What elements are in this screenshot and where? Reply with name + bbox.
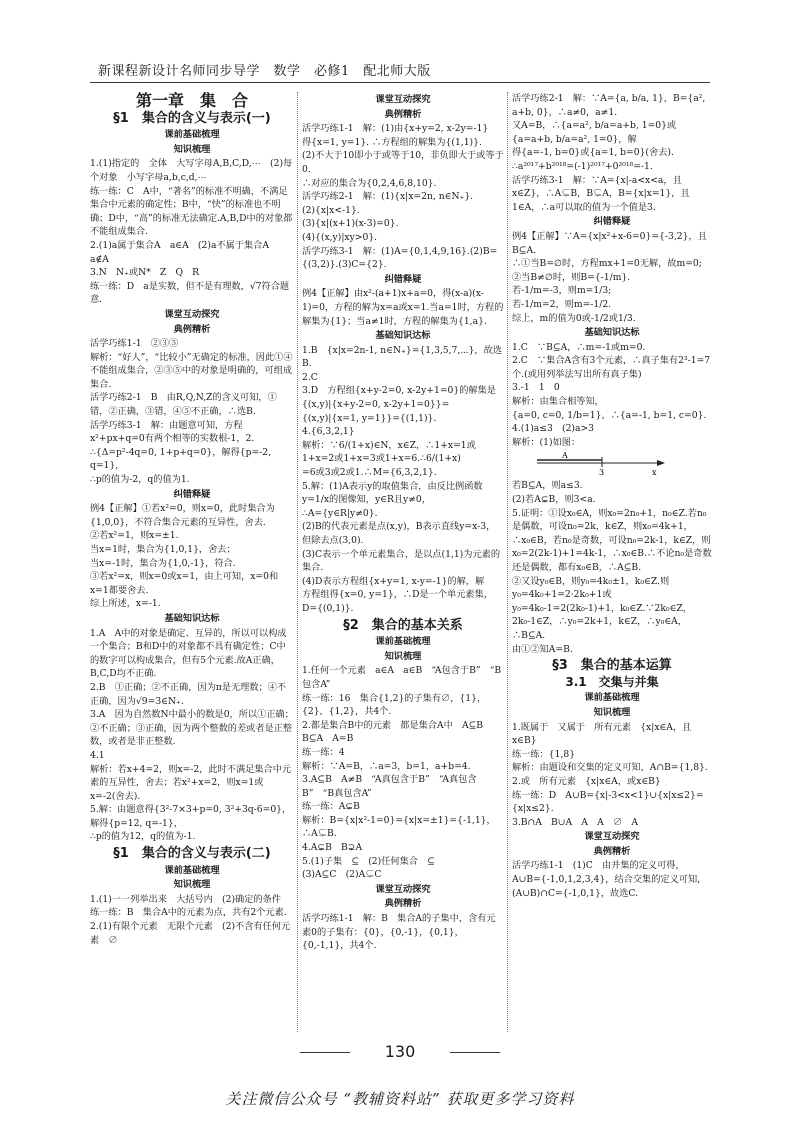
page-header: 新课程新设计名师同步导学 数学 必修1 配北师大版 — [98, 64, 431, 79]
page-number-rule — [450, 1052, 500, 1053]
subheading: 纠错释疑 — [593, 216, 631, 228]
subheading: 课堂互动探究 — [584, 831, 640, 843]
paragraph: 例4【正解】①若x²=0，则x=0，此时集合为{1,0,0}，不符合集合元素的互异性，舍去. — [90, 503, 275, 528]
paragraph: 活学巧练3-1 解：∵A={x|-a<x<a，且x∈Z}，∴A⊊B，B⊊A，B={x|x=1}，且1∈A，∴a可以取的值为一个值是3. — [512, 174, 690, 213]
paragraph: 当x=-1时，集合为{1,0,-1}，符合. — [90, 557, 236, 569]
subheading: 典例精析 — [384, 108, 422, 120]
paragraph: 2.C ∵集合A含有3个元素，∴真子集有2³-1=7个.(或用列举法写出所有真子集) — [512, 355, 711, 380]
subheading: 基础知识达标 — [375, 330, 431, 342]
paragraph: 4.A⊊B B⊋A — [302, 842, 363, 854]
paragraph: ②若x²=1，则x=±1. — [90, 530, 179, 542]
paragraph: 1.C ∵B⊆A，∴m=-1或m=0. — [512, 341, 646, 353]
paragraph: 解析：由集合相等知， — [512, 396, 604, 408]
paragraph: 3.B∩A B∪A A A ∅ A — [512, 816, 638, 828]
subheading: 基础知识达标 — [164, 612, 220, 624]
paragraph: =6或3或2或1.∴M={6,3,2,1}. — [302, 467, 437, 479]
paragraph: ∴①当B=∅时，方程mx+1=0无解，故m=0; — [512, 258, 702, 270]
paragraph: 4.1 — [90, 749, 105, 761]
subsection-title: 3.1 交集与并集 — [565, 674, 659, 689]
paragraph: 解得{p=12, q=-1}， — [90, 817, 183, 829]
paragraph: 2.B ①正确；②不正确，因为π是无理数；④不正确，因为√9=3∈N₊. — [90, 681, 287, 707]
column-1 — [90, 92, 294, 947]
paragraph: 活学巧练1-1 解：(1)由{x+y=2, x-2y=-1} — [302, 123, 489, 135]
subheading: 典例精析 — [173, 323, 211, 335]
paragraph: 练一练：16 集合{1,2}的子集有∅，{1}，{2}，{1,2}，共4个. — [302, 692, 487, 718]
subheading: 纠错释疑 — [173, 488, 211, 500]
subheading: 知识梳理 — [173, 143, 211, 155]
paragraph: ③若x²=x，则x=0或x=1，由上可知，x=0和x=1都要舍去. — [90, 571, 279, 596]
paragraph: 2.C — [302, 371, 318, 383]
header-rule — [90, 82, 710, 83]
set-a-label: A — [562, 451, 568, 461]
paragraph: 练一练：C A中，“著名”的标准不明确，不满足集合中元素的确定性；B中，“快”的标准也不明确；D中，“高”的标准无法确定.A,B,D中的对象都不能组成集合. — [90, 185, 293, 238]
paragraph: (3){x|(x+1)(x-3)=0}. — [302, 218, 399, 230]
paragraph: 活学巧练1-1 ②③⑤ — [90, 338, 179, 350]
paragraph: 又A=B，∴{a=a², b/a=a+b, 1=0}或{a=a+b, b/a=a², 1=0}，解 — [512, 120, 677, 145]
paragraph: (3)C表示一个单元素集合，是以点(1,1)为元素的集合. — [302, 548, 501, 574]
subheading: 课前基础梳理 — [164, 129, 220, 141]
section-title: §1 集合的含义与表示(二) — [113, 846, 271, 862]
paragraph: 5.解：(1)A表示y的取值集合，由反比例函数y=1/x的图像知，y∈R且y≠0， — [302, 480, 483, 506]
paragraph: 解析：∵6/(1+x)∈N，x∈Z，∴1+x=1或 — [302, 439, 476, 451]
paragraph: 3.D 方程组{x+y-2=0, x-2y+1=0}的解集是 — [302, 385, 496, 397]
paragraph: ∴a²⁰¹⁷+b²⁰¹⁸=(-1)²⁰¹⁷+0²⁰¹⁸=-1. — [512, 160, 653, 172]
paragraph: 综上所述，x=-1. — [90, 598, 161, 610]
paragraph: 2.或 所有元素 {x|x∈A，或x∈B} — [512, 775, 661, 787]
paragraph: ∴A={y∈R|y≠0}. — [302, 507, 378, 519]
subheading: 课前基础梳理 — [584, 692, 640, 704]
paragraph: 方程组得{x=0, y=1}，∴D是一个单元素集，D={(0,1)}. — [302, 589, 493, 614]
paragraph: 得{x=1, y=1}. ∴方程组的解集为{(1,1)}. — [302, 136, 482, 148]
paragraph: ②又设y₀∈B，则y₀=4k₀±1，k₀∈Z.则y₀=4k₀+1=2·2k₀+1或y₀=4k₀-1=2(2k₀-1)+1，k₀∈Z.∵2k₀∈Z，2k₀-1∈Z，∴y₀=2k+1，k∈Z，∴y₀∈A，∴B⊆A. — [512, 575, 692, 641]
paragraph: (2)B的代表元素是点(x,y)，B表示直线y=x-3，但除去点(3,0). — [302, 521, 496, 546]
paragraph: 4.(1)a≤3 (2)a>3 — [512, 423, 595, 435]
section-title: §1 集合的含义与表示(一) — [113, 110, 271, 126]
subheading: 课堂互动探究 — [164, 308, 220, 320]
paragraph: 1.既属于 又属于 所有元素 {x|x∈A，且x∈B} — [512, 721, 692, 747]
paragraph: 1.任何一个元素 a∈A a∈B “A包含于B” “B包含A” — [302, 665, 502, 690]
paragraph: 3.N N₊或N* Z Q R — [90, 267, 200, 279]
subheading: 知识梳理 — [593, 706, 631, 718]
paragraph: 活学巧练2-1 解：(1){x|x=2n, n∈N₊}. — [302, 191, 474, 203]
paragraph: 3.-1 1 0 — [512, 382, 560, 394]
paragraph: (2){x|x<-1}. — [302, 204, 360, 216]
subheading: 课堂互动探究 — [375, 94, 431, 105]
section-title: §2 集合的基本关系 — [343, 617, 463, 633]
page-number: 130 — [384, 1042, 416, 1061]
subheading: 课前基础梳理 — [375, 636, 431, 648]
paragraph: (2)不大于10即小于或等于10，非负即大于或等于0. — [302, 150, 504, 175]
subheading: 典例精析 — [384, 898, 422, 910]
chapter-title: 第一章 集 合 — [135, 91, 248, 110]
paragraph: 1.A A中的对象是确定、互异的，所以可以构成一个集合；B和D中的对象都不具有确定性；C中的数字可以构成集合，但有5个元素.故A正确，B,C,D均不正确. — [90, 627, 287, 680]
paragraph: 5.(1)子集 ⊆ (2)任何集合 ⊆ — [302, 855, 435, 867]
paragraph: 解析：“好人”，“比较小”无确定的标准，因此①④不能组成集合，②③⑤中的对象是明确的，可组成集合. — [90, 351, 293, 390]
subheading: 纠错释疑 — [384, 273, 422, 285]
section-title: §3 集合的基本运算 — [552, 658, 672, 674]
subheading: 课前基础梳理 — [164, 864, 220, 876]
paragraph: 活学巧练1-1 (1)C 由并集的定义可得，A∪B={-1,0,1,2,3,4}，结合交集的定义可知，(A∪B)∩C={-1,0,1}，故选C. — [512, 860, 707, 899]
paragraph: {a=0, c=0, 1/b=1}，∴{a=-1, b=1, c=0}. — [512, 409, 707, 421]
paragraph: ∴对应的集合为{0,2,4,6,8,10}. — [302, 177, 437, 189]
paragraph: {(x,y)|{x=1, y=1}}={(1,1)}. — [302, 412, 437, 424]
paragraph: 活学巧练1-1 解：B 集合A的子集中，含有元素0的子集有：{0}，{0,-1}，{0,1}，{0,-1,1}，共4个. — [302, 913, 496, 952]
subheading: 知识梳理 — [384, 650, 422, 662]
paragraph: ∴p的值为12，q的值为-1. — [90, 831, 196, 843]
paragraph: ∴{Δ=p²-4q=0, 1+p+q=0}，解得{p=-2, q=1}， — [90, 446, 272, 472]
column-3 — [512, 92, 712, 900]
paragraph: 3.A⊆B A≠B “A真包含于B” “A真包含B” “B真包含A” — [302, 774, 477, 799]
paragraph: 2.都是集合B中的元素 都是集合A中 A⊆B B⊆A A=B — [302, 719, 493, 745]
paragraph: (4)D表示方程组{x+y=1, x-y=-1}的解，解 — [302, 575, 485, 587]
paragraph: 活学巧练3-1 解：(1)A={0,1,4,9,16}.(2)B={(3,2)}.(3)C={2}. — [302, 245, 498, 271]
paragraph: 活学巧练2-1 解：∵A={a, b/a, 1}，B={a², a+b, 0}，∴a≠0，a≠1. — [512, 93, 706, 118]
paragraph: 2.(1)a属于集合A a∈A (2)a不属于集合A a∉A — [90, 239, 279, 265]
paragraph: (4){(x,y)|xy>0}. — [302, 231, 378, 243]
paragraph: 2.(1)有限个元素 无限个元素 (2)不含有任何元素 ∅ — [90, 921, 291, 946]
subheading: 知识梳理 — [173, 879, 211, 891]
paragraph: 例4【正解】∵A={x|x²+x-6=0}={-3,2}，且B⊆A. — [512, 230, 707, 256]
paragraph: 综上，m的值为0或-1/2或1/3. — [512, 312, 636, 324]
paragraph: 解析：若x+4=2，则x=-2，此时不满足集合中元素的互异性，舍去；若x²+x=2，则x=1或x=-2(舍去). — [90, 763, 292, 802]
paragraph: 1.(1)指定的 全体 大写字母A,B,C,D,⋯ (2)每个对象 小写字母a,b,c,d,⋯ — [90, 158, 293, 183]
paragraph: ∴p的值为-2，q的值为1. — [90, 474, 190, 486]
paragraph: 练一练：D a是实数，但不是有理数，√7符合题意. — [90, 280, 290, 306]
paragraph: 1.(1)一一列举出来 大括号内 (2)确定的条件 — [90, 893, 281, 905]
paragraph: 解析：B={x|x²-1=0}={x|x=±1}={-1,1}，∴A⊊B. — [302, 814, 496, 840]
paragraph: 得{a=-1, b=0}或{a=1, b=0}(舍去). — [512, 147, 674, 159]
paragraph: 当x=1时，集合为{1,0,1}，舍去； — [90, 544, 236, 555]
paragraph: 活学巧练3-1 解：由题意可知，方程x²+px+q=0有两个相等的实数根-1，2. — [90, 419, 255, 445]
paragraph: 练一练：A⊊B — [302, 801, 360, 813]
paragraph: 若-1/m=2，则m=-1/2. — [512, 298, 612, 310]
column-divider — [507, 92, 508, 1032]
paragraph: 解析：∵A=B，∴a=3，b=1，a+b=4. — [302, 760, 471, 772]
paragraph: 练一练：{1,8} — [512, 748, 576, 760]
paragraph: 由①②知A=B. — [512, 643, 573, 655]
paragraph: 3.A 因为自然数N中最小的数是0，所以①正确；②不正确；③正确，因为两个整数的差或者是正整数，或者是非正整数. — [90, 709, 294, 748]
arrow-icon — [657, 460, 665, 466]
paragraph: 活学巧练2-1 B 由R,Q,N,Z的含义可知，①错，②正确，③错，④⑤不正确，∴选B. — [90, 392, 277, 418]
paragraph: 例4【正解】由x²-(a+1)x+a=0，得(x-a)(x-1)=0，方程的解为x=a或x=1.当a=1时，方程的解集为{1}；当a≠1时，方程的解集为{1,a}. — [302, 288, 504, 327]
paragraph: (3)A⊆C (2)A⊊C — [302, 869, 382, 881]
column-2 — [302, 92, 504, 953]
paragraph: 若B⊆A，则a≤3. — [512, 480, 583, 492]
paragraph: 4.{6,3,2,1} — [302, 426, 355, 438]
paragraph: 解析：由题设和交集的定义可知，A∩B={1,8}. — [512, 762, 708, 774]
paragraph: 5.解：由题意得{3²-7×3+p=0, 3²+3q-6=0}， — [90, 804, 292, 816]
paragraph: {(x,y)|{x+y-2=0, x-2y+1=0}}= — [302, 399, 450, 411]
subheading: 典例精析 — [593, 845, 631, 857]
subheading: 课堂互动探究 — [375, 883, 431, 895]
footer-note: 关注微信公众号 “教辅资料站” 获取更多学习资料 — [225, 1090, 575, 1108]
paragraph: 1+x=2或1+x=3或1+x=6.∴6/(1+x) — [302, 453, 461, 465]
paragraph: 1.B {x|x=2n-1, n∈N₊}={1,3,5,7,⋯}，故选B. — [302, 344, 502, 370]
paragraph: ②当B≠∅时，则B={-1/m}. — [512, 271, 631, 283]
paragraph: 解析：(1)如图： — [512, 436, 581, 448]
paragraph: (2)若A⊊B，则3<a. — [512, 494, 596, 506]
axis-x-label: x — [652, 468, 657, 478]
paragraph: 练一练：D A∪B={x|-3<x<1}∪{x|x≤2}={x|x≤2}. — [512, 789, 704, 815]
paragraph: 练一练：4 — [302, 746, 345, 758]
number-line-figure — [532, 451, 672, 477]
paragraph: 若-1/m=-3，则m=1/3; — [512, 285, 612, 297]
subheading: 基础知识达标 — [584, 327, 640, 339]
paragraph: 练一练：B 集合A中的元素为点，共有2个元素. — [90, 907, 287, 919]
paragraph: 5.证明：①设x₀∈A，则x₀=2n₀+1，n₀∈Z.若n₀是偶数，可设n₀=2k，k∈Z，则x₀=4k+1，∴x₀∈B，若n₀是奇数，可设n₀=2k-1，k∈Z，则x₀=2(2k-1)+1=4k-1，∴x₀∈B.∴不论n₀是奇数还是偶数，都有x₀∈B，∴A⊆B. — [512, 507, 712, 573]
tick-label: 3 — [599, 468, 605, 478]
page-number-rule — [300, 1052, 350, 1053]
column-divider — [297, 92, 298, 1032]
